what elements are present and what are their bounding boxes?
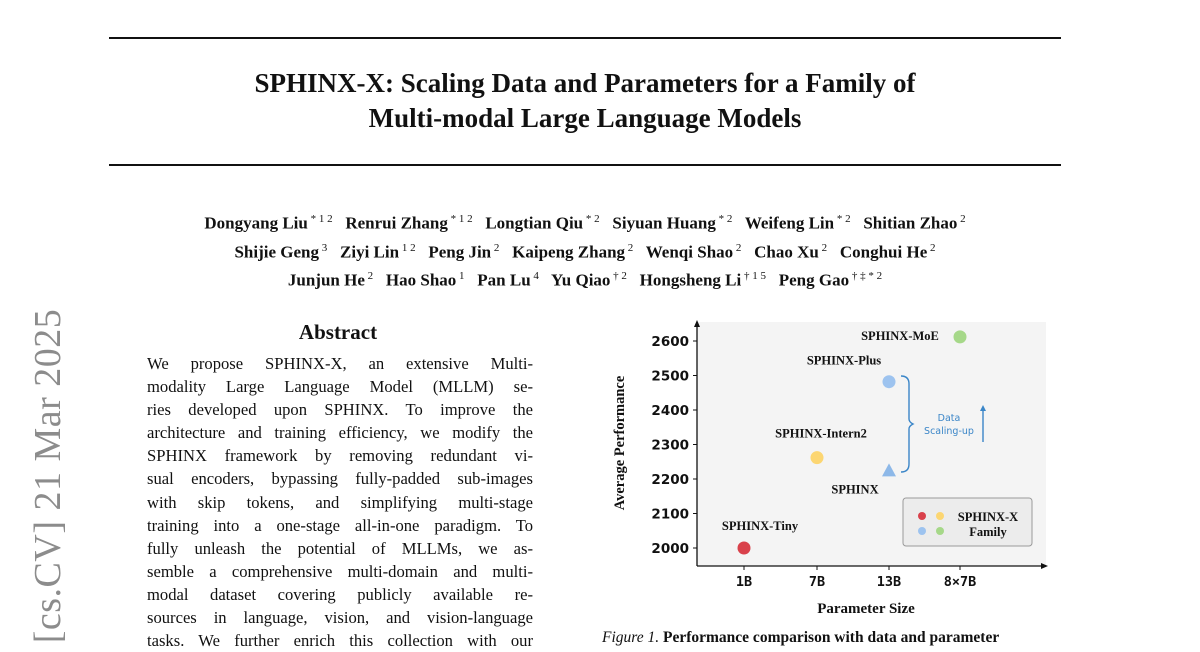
data-point [954,330,967,343]
figure-caption-label: Figure 1. [602,629,660,646]
author-affiliation: 1 [456,270,465,283]
author-list [109,207,1061,293]
abstract-line: SPHINX framework by removing redundant vi- [147,446,533,466]
author-name: Junjun He [287,270,365,290]
data-point-label: SPHINX-MoE [861,328,939,343]
x-tick-label: 7B [808,574,826,590]
abstract-line: tasks. We further enrich this collection with our [147,631,533,651]
y-tick-label: 2400 [651,403,689,419]
performance-chart [600,318,1060,618]
author-line [109,236,1061,265]
data-point [883,375,896,388]
y-tick-label: 2200 [651,472,689,488]
author-name: Chao Xu [754,242,819,262]
x-tick-label: 13B [876,574,902,590]
author-affiliation: 2 [364,270,374,283]
author-affiliation: 2 [927,241,936,254]
y-tick-label: 2500 [651,368,689,385]
author-name: Dongyang Liu [204,213,308,233]
legend-swatch [936,512,944,520]
author-line [109,264,1061,293]
legend-swatch [918,512,926,520]
abstract-line: modal dataset covering publicly available re- [147,584,533,604]
author-affiliation: 4 [530,270,539,283]
author-name: Pan Lu [477,270,531,290]
abstract-line: sual encoders, bypassing fully-padded sub-images [147,469,533,489]
author-affiliation: * 2 [583,213,600,225]
abstract-line: architecture and training efficiency, we modify the [147,423,533,443]
figure-caption [602,629,999,647]
y-tick-label: 2300 [651,437,689,454]
author-name: Weifeng Lin [744,213,835,233]
title-line-2: Multi-modal Large Language Models [368,103,802,133]
author-name: Conghui He [839,242,928,262]
abstract-line: modality Large Language Model (MLLM) se- [147,377,533,397]
author-name: Renrui Zhang [345,213,448,233]
data-point-label: SPHINX [831,482,879,497]
abstract-body [147,352,533,652]
annotation-line-1: Data [937,413,961,424]
annotation-line-2: Scaling-up [924,426,974,437]
author-name: Hao Shao [385,270,457,290]
data-point-label: SPHINX-Plus [806,353,882,368]
author-name: Wenqi Shao [645,242,734,262]
figure-caption-text: Performance comparison with data and parameter [663,629,1000,646]
x-tick-label: 1B [735,574,753,590]
top-rule [109,37,1061,39]
author-name: Peng Jin [428,242,492,262]
author-name: Longtian Qiu [485,213,584,233]
author-name: Siyuan Huang [612,213,716,233]
author-name: Yu Qiao [551,270,611,290]
author-affiliation: * 1 2 [447,213,473,225]
y-tick-label: 2100 [651,506,689,523]
x-tick-label: 8×7B [943,574,977,590]
author-affiliation: * 2 [715,213,733,225]
data-point [811,451,824,464]
author-affiliation: 2 [625,241,634,254]
author-affiliation: 2 [733,241,742,254]
author-name: Shitian Zhao [863,213,958,233]
data-point-label: SPHINX-Tiny [721,519,799,533]
legend-label-1: SPHINX-X [957,510,1019,524]
y-axis-label: Average Performance [612,375,628,511]
y-tick-label: 2000 [651,541,689,557]
data-point [738,542,751,555]
abstract-line: fully unleash the potential of MLLMs, we as- [147,538,533,558]
author-name: Peng Gao [778,270,850,290]
legend-label-2: Family [969,525,1007,539]
author-name: Hongsheng Li [639,270,742,290]
paper-title [109,66,1061,136]
author-affiliation: † ‡ * 2 [849,270,883,283]
author-affiliation: † 1 5 [741,270,766,283]
abstract-heading: Abstract [298,320,378,344]
abstract-line: We propose SPHINX-X, an extensive Multi- [147,354,533,373]
author-affiliation: 2 [818,241,828,254]
author-name: Ziyi Lin [340,242,400,262]
bottom-rule [109,164,1061,166]
author-affiliation: * 1 2 [307,213,333,225]
legend-swatch [936,527,944,535]
abstract-line: ries developed upon SPHINX. To improve the [147,400,533,420]
legend-swatch [918,527,926,535]
abstract-line: training into a one-stage all-in-one paradigm. To [147,515,533,535]
author-affiliation: 3 [319,241,328,254]
author-affiliation: 2 [957,213,966,225]
y-tick-label: 2600 [651,334,689,350]
author-affiliation: † 2 [610,270,627,283]
author-affiliation: * 2 [834,213,851,225]
arxiv-stamp: [cs.CV] 21 Mar 2025 [27,308,69,644]
x-axis-label: Parameter Size [817,601,915,617]
abstract-line: semble a comprehensive multi-domain and multi- [147,561,533,581]
abstract-line: with skip tokens, and simplifying multi-stage [147,492,533,512]
title-line-1: SPHINX-X: Scaling Data and Parameters for a Family of [254,68,916,98]
author-affiliation: 2 [491,241,500,254]
author-affiliation: 1 2 [399,241,416,254]
author-name: Shijie Geng [234,242,320,262]
author-name: Kaipeng Zhang [512,242,626,262]
author-line [109,207,1061,236]
data-point-label: SPHINX-Intern2 [775,426,867,441]
abstract-line: sources in language, vision, and vision-language [147,608,533,628]
